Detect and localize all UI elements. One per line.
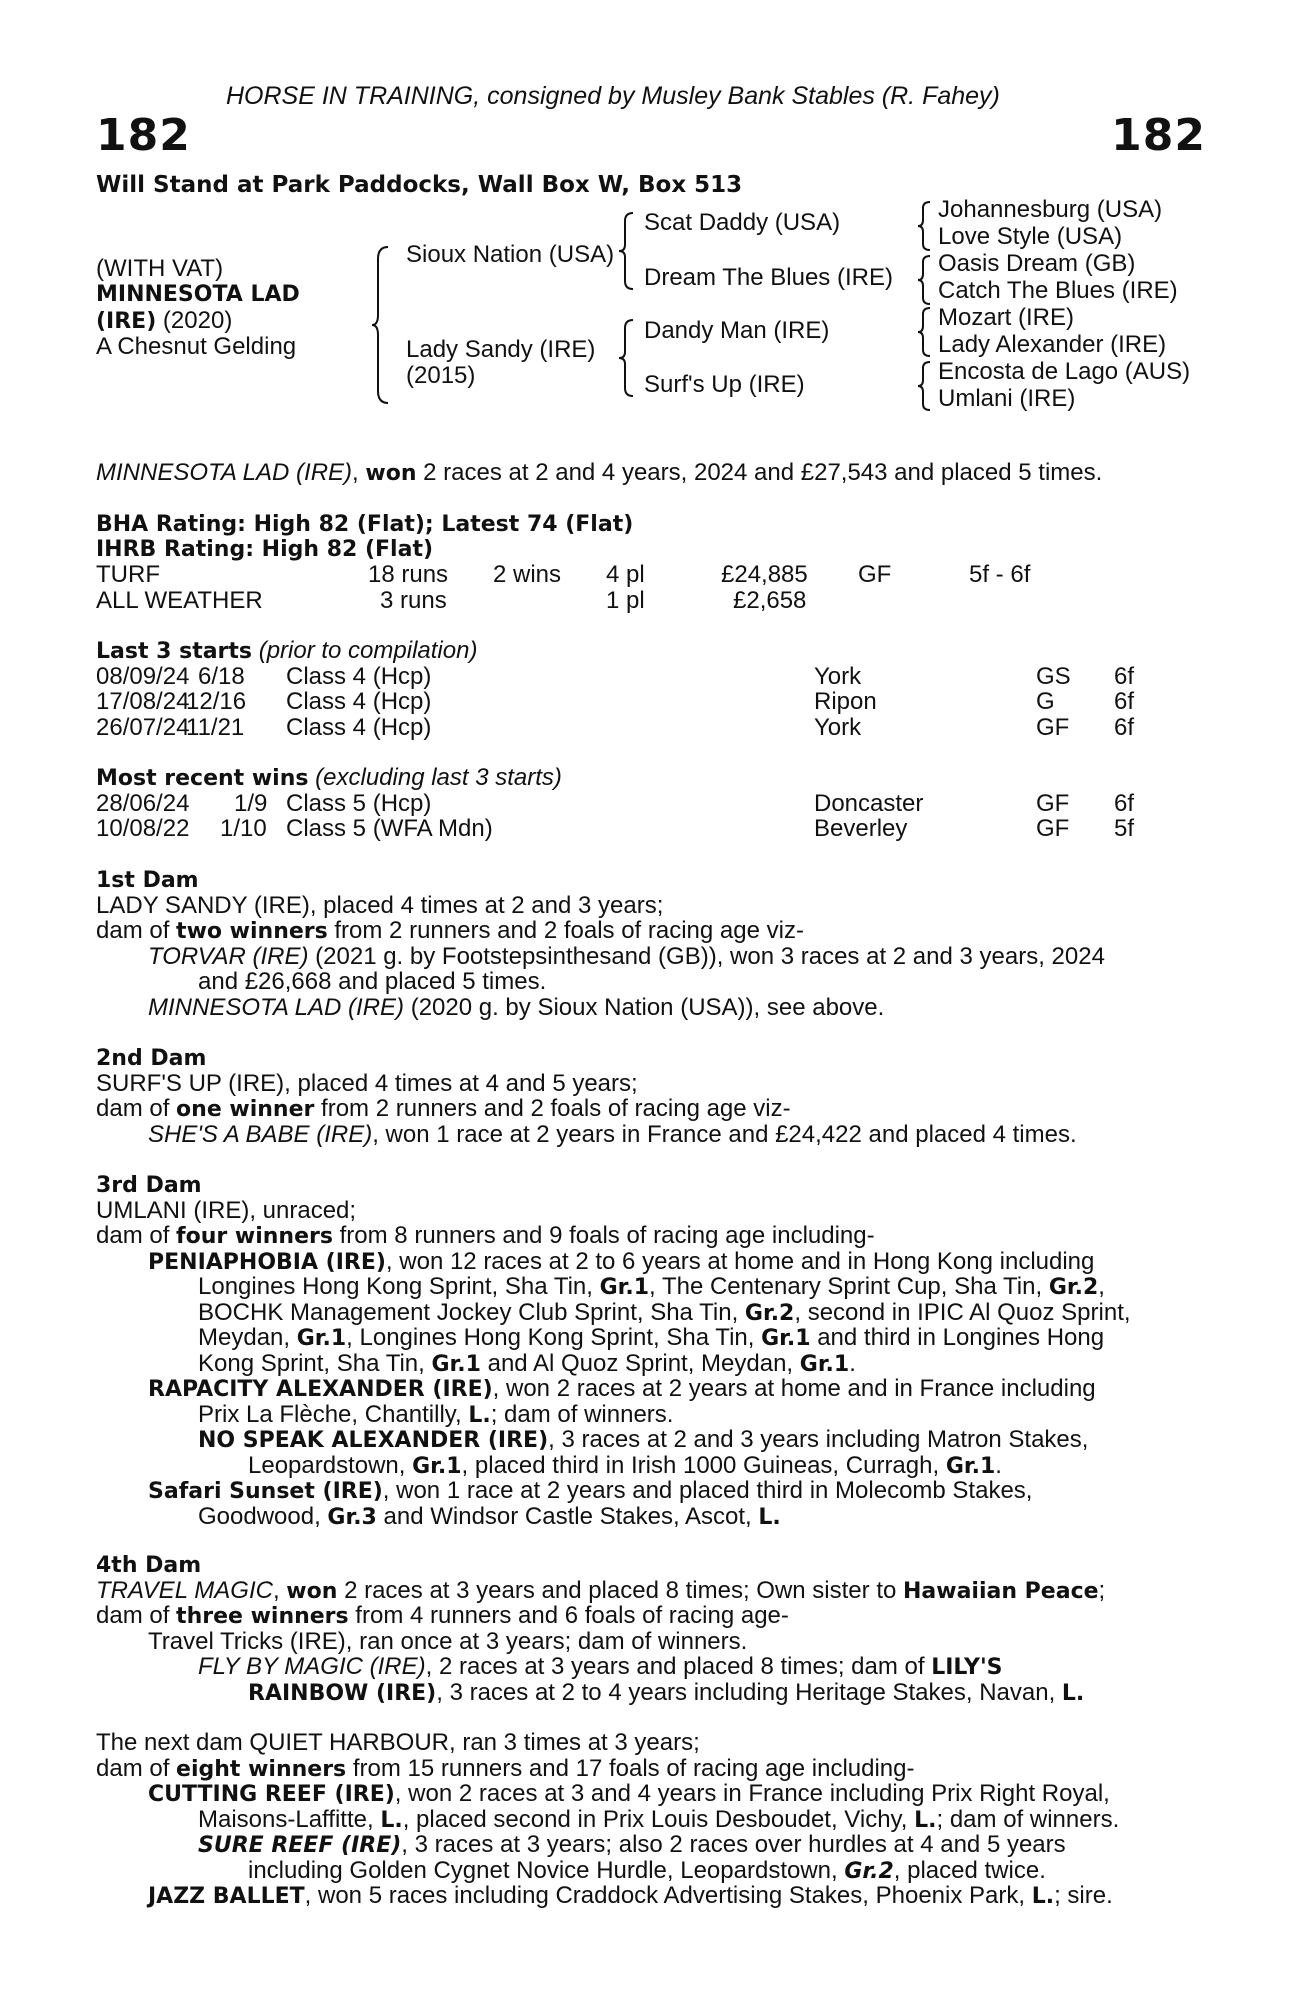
ancestor-g7: Encosta de Lago (AUS) <box>938 358 1191 385</box>
brace-sire-icon <box>619 211 635 291</box>
start-row: 17/08/24 12/16 Class 4 (Hcp) Ripon G 6f <box>96 688 1135 715</box>
section-title: 4th Dam <box>96 1553 202 1578</box>
start-row: 26/07/24 11/21 Class 4 (Hcp) York GF 6f <box>96 713 1135 741</box>
ancestor-g1: Johannesburg (USA) <box>938 196 1163 223</box>
brace-g4-icon <box>918 360 932 412</box>
ancestor-g5: Mozart (IRE) <box>938 304 1075 331</box>
bha-rating: BHA Rating: High 82 (Flat); Latest 74 (Flat) <box>96 512 634 537</box>
first-dam: 1st Dam LADY SANDY (IRE), placed 4 times at 2 and 3 years; dam of two winners from 2 runners and 2 foals of racing age viz- TORVAR (IRE) (2021 g. by Footstepsinthesand (GB)), won 3 races at 2 and 3 years, 2024 and £26,668 and placed 5 times. MINNESOTA LAD (IRE) (2020 g. by Sioux Nation (USA)), see above. <box>96 868 1105 1021</box>
fourth-dam: 4th Dam TRAVEL MAGIC, won 2 races at 3 years and placed 8 times; Own sister to Hawaiian Peace; dam of three winners from 4 runners and 6 foals of racing age- Travel Tricks (IRE), ran once at 3 years; dam of winners. FLY BY MAGIC (IRE), 2 races at 3 years and placed 8 times; dam of LILY'S RAINBOW (IRE), 3 races at 2 to 4 years including Heritage Stakes, Navan, L. <box>96 1553 1106 1706</box>
ancestor-g3: Oasis Dream (GB) <box>938 250 1136 277</box>
brace-dam-icon <box>619 318 635 398</box>
vat-label: (WITH VAT) <box>96 255 224 282</box>
brace-gen1-icon <box>372 245 392 405</box>
horse-country-year: (IRE) (2020) <box>96 307 233 334</box>
sire-sire-name: Scat Daddy (USA) <box>644 209 841 236</box>
start-row: 08/09/24 6/18 Class 4 (Hcp) York GS 6f <box>96 662 1135 690</box>
dam-dam-name: Surf's Up (IRE) <box>644 371 805 398</box>
horse-description: A Chesnut Gelding <box>96 333 297 360</box>
pedigree-table <box>96 196 1206 415</box>
all-weather-record: ALL WEATHER 3 runs 1 pl £2,658 <box>96 586 807 614</box>
most-recent-wins: Most recent wins (excluding last 3 starts) 28/06/24 1/9 Class 5 (Hcp) Doncaster GF 6f 10/08/22 1/10 Class 5 (WFA Mdn) Beverley GF 5f <box>96 765 1206 842</box>
section-title: 1st Dam <box>96 868 199 893</box>
win-row: 28/06/24 1/9 Class 5 (Hcp) Doncaster GF 6f <box>96 789 1135 817</box>
lot-number-right: 182 <box>1111 110 1206 161</box>
ancestor-g2: Love Style (USA) <box>938 223 1123 250</box>
race-summary: MINNESOTA LAD (IRE), won 2 races at 2 and 4 years, 2024 and £27,543 and placed 5 times. <box>96 459 1103 486</box>
dam-year: (2015) <box>406 362 476 389</box>
brace-g3-icon <box>918 306 932 358</box>
dam-name: Lady Sandy (IRE) <box>406 336 596 363</box>
second-dam: 2nd Dam SURF'S UP (IRE), placed 4 times at 4 and 5 years; dam of one winner from 2 runners and 2 foals of racing age viz- SHE'S A BABE (IRE), won 1 race at 2 years in France and £24,422 and placed 4 times. <box>96 1046 1077 1148</box>
win-row: 10/08/22 1/10 Class 5 (WFA Mdn) Beverley GF 5f <box>96 815 1135 842</box>
stand-location: Will Stand at Park Paddocks, Wall Box W, Box 513 <box>96 172 743 198</box>
ihrb-rating: IHRB Rating: High 82 (Flat) <box>96 537 434 562</box>
sire-dam-name: Dream The Blues (IRE) <box>644 264 893 291</box>
consignment-line: HORSE IN TRAINING, consigned by Musley Bank Stables (R. Fahey) <box>226 82 1000 110</box>
summary-horse-name: MINNESOTA LAD (IRE) <box>96 459 353 486</box>
section-title: 2nd Dam <box>96 1046 207 1071</box>
lot-number-left: 182 <box>96 110 191 161</box>
turf-record: TURF 18 runs 2 wins 4 pl £24,885 GF 5f - 6f <box>96 561 1031 588</box>
horse-name: MINNESOTA LAD <box>96 282 300 307</box>
ancestor-g6: Lady Alexander (IRE) <box>938 331 1167 358</box>
sire-name: Sioux Nation (USA) <box>406 241 615 268</box>
brace-g2-icon <box>918 254 932 306</box>
ancestor-g4: Catch The Blues (IRE) <box>938 277 1178 304</box>
last-3-starts: Last 3 starts (prior to compilation) 08/09/24 6/18 Class 4 (Hcp) York GS 6f 17/08/24 12/16 Class 4 (Hcp) Ripon G 6f 26/07/24 11/21 Class 4 (Hcp) York GF 6f <box>96 638 1206 740</box>
next-dam: The next dam QUIET HARBOUR, ran 3 times at 3 years; dam of eight winners from 15 runners and 17 foals of racing age including- CUTTING REEF (IRE), won 2 races at 3 and 4 years in France including Prix Right Royal, Maisons-Laffitte, L., placed second in Prix Louis Desboudet, Vichy, L.; dam of winners. SURE REEF (IRE), 3 races at 3 years; also 2 races over hurdles at 4 and 5 years including Golden Cygnet Novice Hurdle, Leopardstown, Gr.2, placed twice. JAZZ BALLET, won 5 races including Craddock Advertising Stakes, Phoenix Park, L.; sire. <box>96 1729 1120 1909</box>
dam-sire-name: Dandy Man (IRE) <box>644 317 830 344</box>
ancestor-g8: Umlani (IRE) <box>938 385 1076 412</box>
brace-g1-icon <box>918 200 932 252</box>
section-title: 3rd Dam <box>96 1173 202 1198</box>
third-dam: 3rd Dam UMLANI (IRE), unraced; dam of four winners from 8 runners and 9 foals of racing age including- PENIAPHOBIA (IRE), won 12 races at 2 to 6 years at home and in Hong Kong including Longines Hong Kong Sprint, Sha Tin, Gr.1, The Centenary Sprint Cup, Sha Tin, Gr.2, BOCHK Management Jockey Club Sprint, Sha Tin, Gr.2, second in IPIC Al Quoz Sprint, Meydan, Gr.1, Longines Hong Kong Sprint, Sha Tin, Gr.1 and third in Longines Hong Kong Sprint, Sha Tin, Gr.1 and Al Quoz Sprint, Meydan, Gr.1. RAPACITY ALEXANDER (IRE), won 2 races at 2 years at home and in France including Prix La Flèche, Chantilly, L.; dam of winners. NO SPEAK ALEXANDER (IRE), 3 races at 2 and 3 years including Matron Stakes, Leopardstown, Gr.1, placed third in Irish 1000 Guineas, Curragh, Gr.1. Safari Sunset (IRE), won 1 race at 2 years and placed third in Molecomb Stakes, Goodwood, Gr.3 and Windsor Castle Stakes, Ascot, L. <box>96 1173 1131 1530</box>
ratings-block <box>96 512 1206 613</box>
